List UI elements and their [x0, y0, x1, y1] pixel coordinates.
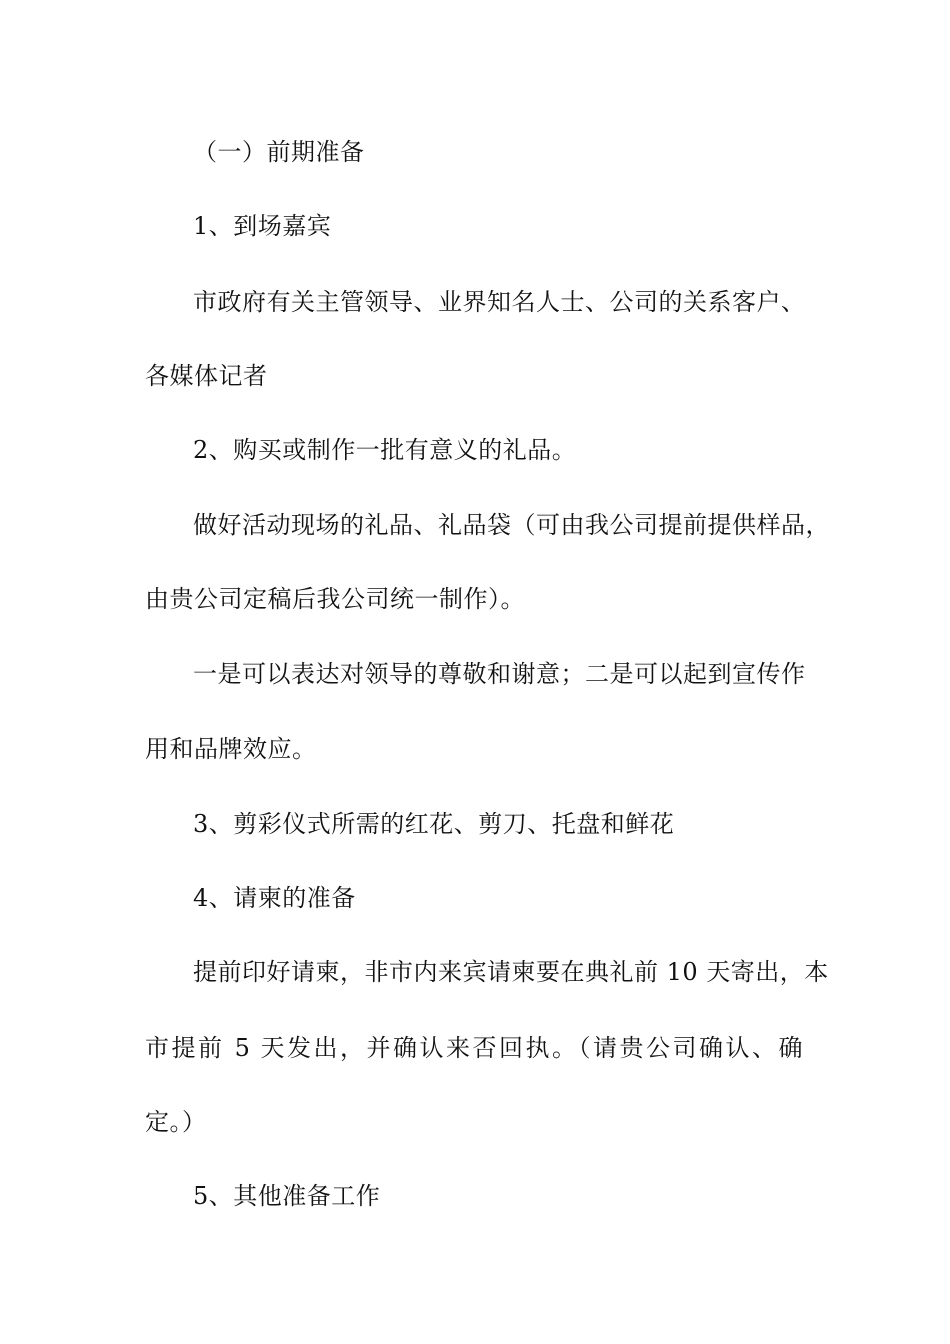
paragraph-purpose-line-1: 一是可以表达对领导的尊敬和谢意；二是可以起到宣传作	[193, 660, 806, 688]
paragraph-guests-line-1: 市政府有关主管领导、业界知名人士、公司的关系客户、	[193, 288, 806, 316]
item-heading-guests: 1、到场嘉宾	[193, 212, 332, 240]
paragraph-guests-line-2: 各媒体记者	[145, 362, 268, 390]
paragraph-invitations-line-1: 提前印好请柬，非市内来宾请柬要在典礼前 10 天寄出，本	[193, 958, 829, 986]
paragraph-purpose-line-2: 用和品牌效应。	[145, 735, 317, 763]
item-heading-gifts: 2、购买或制作一批有意义的礼品。	[193, 436, 577, 464]
item-heading-other-preparations: 5、其他准备工作	[193, 1182, 381, 1210]
paragraph-invitations-line-2: 市提前 5 天发出，并确认来否回执。（请贵公司确认、确	[145, 1034, 803, 1062]
paragraph-invitations-line-3: 定。）	[145, 1108, 207, 1136]
item-heading-invitations: 4、请柬的准备	[193, 884, 356, 912]
section-heading: （一）前期准备	[193, 138, 365, 166]
item-heading-ribbon-cutting: 3、剪彩仪式所需的红花、剪刀、托盘和鲜花	[193, 810, 675, 838]
paragraph-gifts-line-1: 做好活动现场的礼品、礼品袋（可由我公司提前提供样品，	[193, 511, 830, 539]
paragraph-gifts-line-2: 由贵公司定稿后我公司统一制作）。	[145, 585, 525, 613]
